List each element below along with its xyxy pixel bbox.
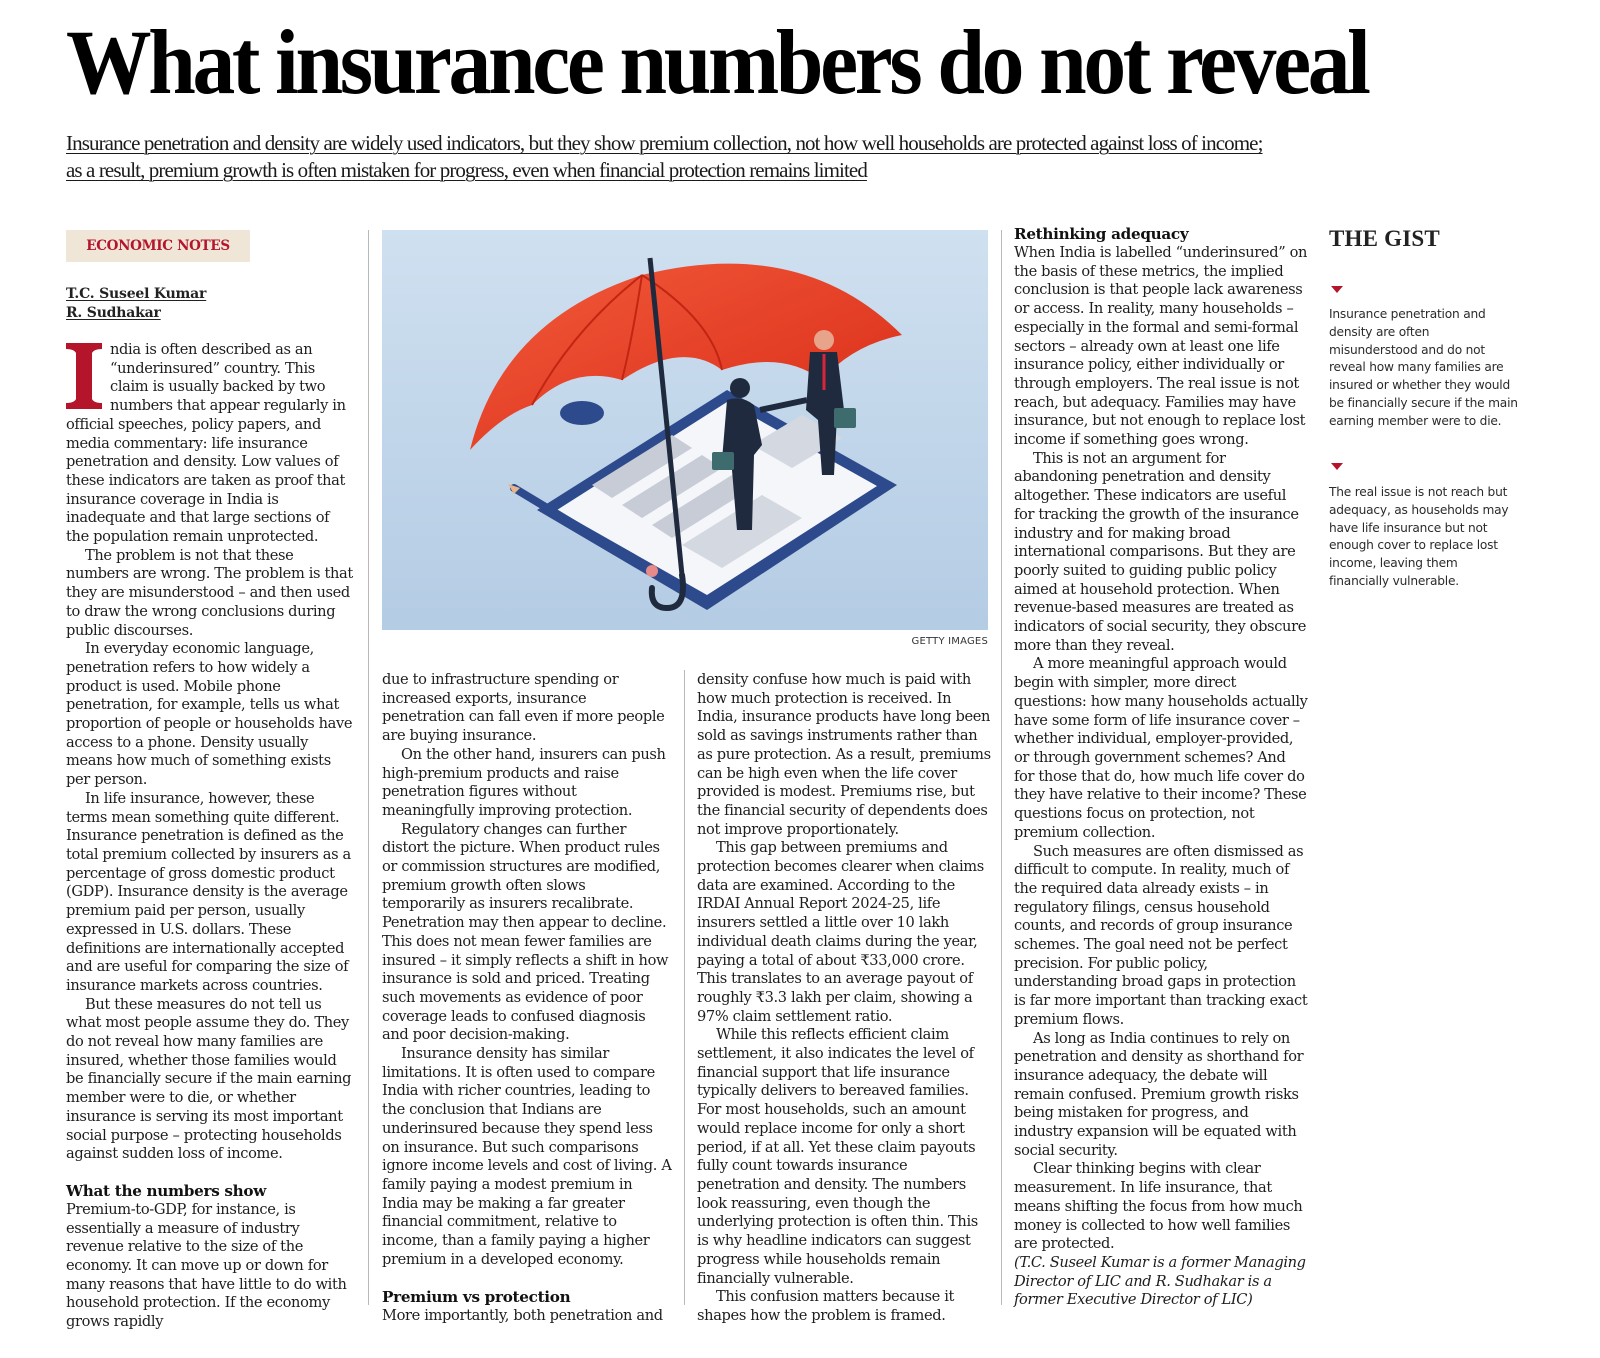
paragraph: In life insurance, however, these terms mean something quite different. Insurance penetration is defined as the total premium collected by insurers as a percentage of gross domestic product (GDP). Insurance density is the average premium paid per person, usually expressed in U.S. dollars. These definitions are internationally accepted and are useful for comparing the size of insurance markets across countries. (66, 789, 351, 994)
paragraph: due to infrastructure spending or increased exports, insurance penetration can fall even if more people are buying insurance. (382, 671, 665, 745)
standfirst-line: Insurance penetration and density are widely used indicators, but they show premium collection, not how well households are protected against loss of income; (66, 131, 1263, 155)
paragraph: More importantly, both penetration and (382, 1306, 663, 1324)
image-credit: GETTY IMAGES (911, 636, 988, 647)
article-column-1 (66, 341, 356, 1332)
paragraph: This confusion matters because it shapes how the problem is framed. (697, 1288, 955, 1324)
paragraph: While this reflects efficient claim settlement, it also indicates the level of financial support that life insurance typically delivers to bereaved families. For most households, such an amount would replace income for only a short period, if at all. Yet these claim payouts fully count towards insurance penetration and density. The numbers look reassuring, even though the underlying protection is often thin. This is why headline indicators can suggest progress while households remain financially vulnerable. (697, 1026, 978, 1287)
column-divider (368, 230, 369, 1305)
paragraph: On the other hand, insurers can push high-premium products and raise penetration figures without meaningfully improving protection. (382, 745, 666, 819)
dropcap-letter-icon (66, 343, 102, 409)
author-link[interactable]: R. Sudhakar (66, 305, 161, 321)
gist-bullet-arrow-icon (1331, 463, 1343, 470)
headline: What insurance numbers do not reveal (66, 11, 1368, 113)
paragraph: This is not an argument for abandoning penetration and density altogether. These indicators are useful for tracking the growth of the insurance industry and for making broad international comparisons. But they are poorly suited to guiding public policy aimed at household protection. When revenue-based measures are treated as indicators of social security, they obscure more than they reveal. (1014, 449, 1306, 654)
gist-bullet-arrow-icon (1331, 286, 1343, 293)
byline (66, 285, 206, 323)
paragraph: But these measures do not tell us what most people assume they do. They do not reveal how many families are insured, whether those families would be financially secure if the main earning member were to die, or whether insurance is serving its most important social purpose – protecting households against sudden loss of income. (66, 995, 352, 1163)
paragraph: In everyday economic language, penetration refers to how widely a product is used. Mobile phone penetration, for example, tells us what proportion of people or households have access to a phone. Density usually means how much of something exists per person. (66, 640, 353, 789)
gist-point: Insurance penetration and density are often misunderstood and do not reveal how many families are insured or whether they would be financially secure if the main earning member were to die. (1329, 307, 1518, 428)
article-column-2 (382, 671, 672, 1325)
article-column-4 (1014, 225, 1309, 1310)
gist-title: THE GIST (1329, 226, 1440, 251)
standfirst-line: as a result, premium growth is often mistaken for progress, even when financial protection remains limited (66, 158, 867, 182)
paragraph: Insurance density has similar limitations. It is often used to compare India with richer countries, leading to the conclusion that Indians are underinsured because they spend less on insurance. But such comparisons ignore income levels and cost of living. A family paying a modest premium in India may be making a far greater financial commitment, relative to income, than a family paying a higher premium in a developed economy. (382, 1045, 672, 1268)
paragraph: ndia is often described as an “underinsured” country. This claim is usually backed by two numbers that appear regularly in official speeches, policy papers, and media commentary: life insurance penetration and density. Low values of these indicators are taken as proof that insurance coverage in India is inadequate and that large sections of the population remain unprotected. (66, 341, 346, 546)
dropcap (66, 343, 102, 409)
gist-point: The real issue is not reach but adequacy, as households may have life insurance but not enough cover to replace lost income, leaving them financially vulnerable. (1329, 485, 1509, 588)
section-label-text: ECONOMIC NOTES (86, 238, 230, 254)
umbrella-handshake-illustration (382, 230, 988, 630)
paragraph: When India is labelled “underinsured” on the basis of these metrics, the implied conclusion is that people lack awareness or access. In reality, many households – especially in the formal and semi-formal sectors – already own at least one life insurance policy, either individually or through employers. The real issue is not reach, but adequacy. Families may have insurance, but not enough to replace lost income if something goes wrong. (1014, 244, 1308, 449)
standfirst (66, 130, 1466, 184)
article-column-3 (697, 671, 992, 1326)
column-divider (684, 670, 685, 1305)
author-link[interactable]: T.C. Suseel Kumar (66, 286, 207, 302)
paragraph: Regulatory changes can further distort the picture. When product rules or commission structures are modified, premium growth often slows temporarily as insurers recalibrate. Penetration may then appear to decline. This does not mean fewer families are insured – it simply reflects a shift in how insurance is sold and priced. Treating such movements as evidence of poor coverage leads to confused diagnosis and poor decision-making. (382, 820, 669, 1044)
section-label (66, 230, 250, 262)
paragraph: density confuse how much is paid with how much protection is received. In India, insurance products have long been sold as savings instruments rather than as pure protection. As a result, premiums can be high even when the life cover provided is modest. Premiums rise, but the financial security of dependents does not improve proportionately. (697, 671, 991, 838)
column-divider (1001, 230, 1002, 1305)
subheading: Premium vs protection (382, 1287, 571, 1306)
subheading: What the numbers show (66, 1181, 267, 1200)
paragraph: Clear thinking begins with clear measurement. In life insurance, that means shifting the focus from how much money is collected to how well families are protected. (1014, 1160, 1303, 1253)
subheading: Rethinking adequacy (1014, 225, 1189, 243)
paragraph: This gap between premiums and protection becomes clearer when claims data are examined. According to the IRDAI Annual Report 2024-25, life insurers settled a little over 10 lakh individual death claims during the year, paying a total of about ₹33,000 crore. This translates to an average payout of roughly ₹3.3 lakh per claim, showing a 97% claim settlement ratio. (697, 839, 984, 1025)
author-note: (T.C. Suseel Kumar is a former Managing Director of LIC and R. Sudhakar is a former Executive Director of LIC) (1014, 1253, 1306, 1309)
paragraph: The problem is not that these numbers are wrong. The problem is that they are misunderstood – and then used to draw the wrong conclusions during public discourses. (66, 546, 353, 639)
paragraph: As long as India continues to rely on penetration and density as shorthand for insurance adequacy, the debate will remain confused. Premium growth risks being mistaken for progress, and industry expansion will be equated with social security. (1014, 1029, 1304, 1159)
paragraph: A more meaningful approach would begin with simpler, more direct questions: how many households actually have some form of life insurance cover – whether individual, employer-provided, or through government schemes? And for those that do, how much life cover do they have relative to their income? These questions focus on protection, not premium collection. (1014, 655, 1308, 841)
paragraph: Premium-to-GDP, for instance, is essentially a measure of industry revenue relative to the size of the economy. It can move up or down for many reasons that have little to do with household protection. If the economy grows rapidly (66, 1200, 347, 1331)
paragraph: Such measures are often dismissed as difficult to compute. In reality, much of the required data already exists – in regulatory filings, census household counts, and records of group insurance schemes. The goal need not be perfect precision. For public policy, understanding broad gaps in protection is far more important than tracking exact premium flows. (1014, 842, 1308, 1028)
illustration-image (382, 230, 988, 630)
